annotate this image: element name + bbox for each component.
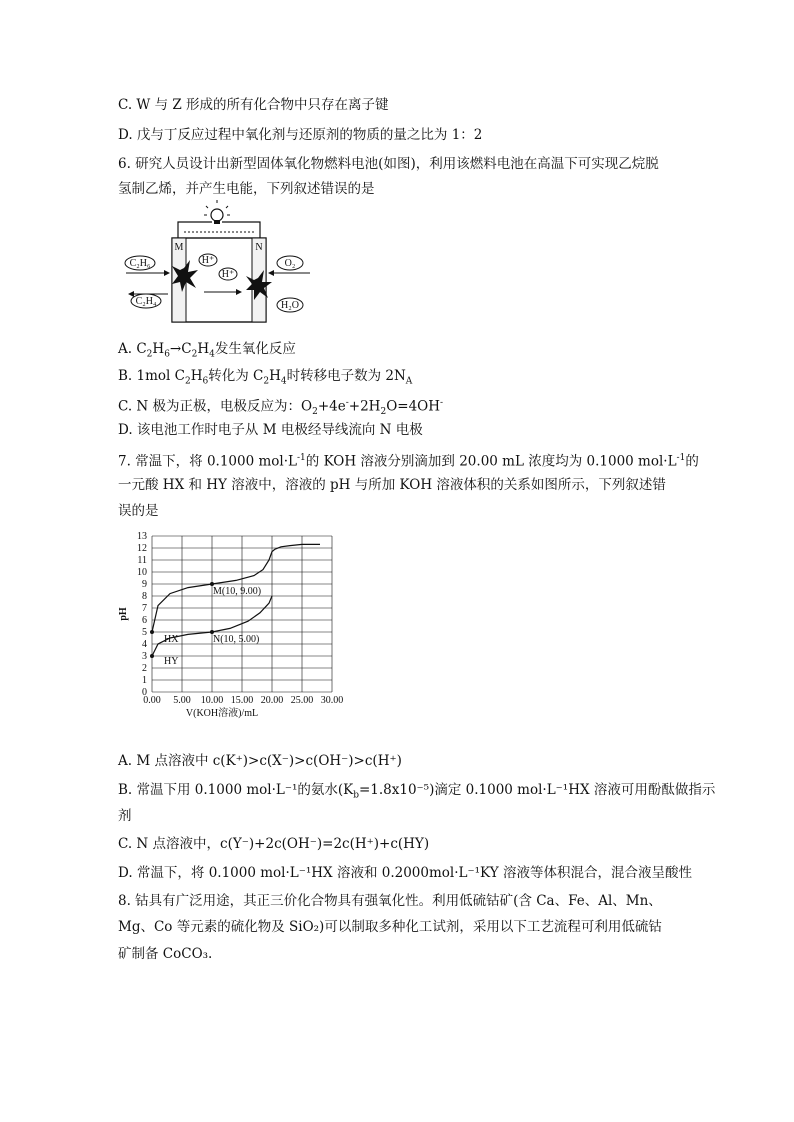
series-label-hy: HY	[164, 656, 179, 667]
y-tick-label: 8	[142, 591, 147, 602]
q7-stem-line3: 误的是	[118, 503, 159, 519]
q8-stem-line1: 8. 钴具有广泛用途，其正三价化合物具有强氧化性。利用低硫钴矿(含 Ca、Fe、Al、Mn、	[118, 893, 662, 909]
y-tick-label: 1	[142, 675, 147, 686]
q7-option-d: D. 常温下，将 0.1000 mol·L⁻¹HX 溶液和 0.2000mol·L⁻¹KY 溶液等体积混合，混合液呈酸性	[118, 865, 692, 881]
c2h6-label: C₂H₆	[129, 258, 151, 269]
q7-option-c: C. N 点溶液中，c(Y⁻)+2c(OH⁻)=2c(H⁺)+c(HY)	[118, 836, 430, 852]
q6-option-a: A. $C_2H_6\to C_2H_4$发生氧化反应	[118, 341, 296, 360]
y-tick-label: 12	[137, 543, 147, 554]
h2o-label: H₂O	[281, 300, 299, 311]
ph-titration-chart	[118, 528, 358, 724]
q6-stem-line2: 氢制乙烯，并产生电能，下列叙述错误的是	[118, 181, 375, 197]
q7-option-b-line2: 剂	[118, 808, 132, 824]
y-tick-label: 13	[137, 531, 147, 542]
y-tick-label: 9	[142, 579, 147, 590]
c2h6-inlet	[125, 256, 170, 276]
arrow-right-icon	[236, 289, 242, 295]
y-tick-label: 3	[142, 651, 147, 662]
q7-option-b-line1: B. 常温下用 0.1000 mol·L⁻¹的氨水$(K_b=1.8x10^{-5})$滴定 0.1000 mol·L⁻¹HX 溶液可用酚酞做指示	[118, 782, 716, 801]
q8-stem-line2: Mg、Co 等元素的硫化物及 SiO₂)可以制取多种化工试剂，采用以下工艺流程可利用低硫钴	[118, 919, 662, 935]
point-label: M(10, 9.00)	[213, 586, 262, 597]
option-c-prev: C. W 与 Z 形成的所有化合物中只存在离子键	[118, 97, 389, 113]
x-tick-label: 5.00	[173, 695, 191, 706]
q7-stem-line2: 一元酸 HX 和 HY 溶液中，溶液的 pH 与所加 KOH 溶液体积的关系如图所示，下列叙述错	[118, 477, 666, 493]
ion-label-top: H⁺	[201, 255, 215, 266]
ion-label-bottom: H⁺	[221, 269, 235, 280]
y-tick-label: 4	[142, 639, 147, 650]
electrode-m-label: M	[174, 242, 184, 253]
fuel-cell-diagram	[124, 200, 314, 330]
q7-stem-line1: 7. 常温下，将 0.1000 $mol\cdot L^{-1}$的 KOH 溶液分别滴加到 20.00 mL 浓度均为 0.1000 $mol\cdot L^{-1}$的	[118, 453, 699, 470]
q6-stem-line1: 6. 研究人员设计出新型固体氧化物燃料电池(如图)，利用该燃料电池在高温下可实现乙烷脱	[118, 156, 659, 172]
q6-option-b: B. 1mol $C_2H_6$转化为 $C_2H_4$时转移电子数为 $2N_A$	[118, 368, 413, 387]
o2-inlet	[268, 256, 310, 276]
x-tick-label: 15.00	[230, 695, 254, 706]
series-start-point	[150, 654, 154, 658]
x-tick-label: 20.00	[260, 695, 284, 706]
o2-label: O₂	[284, 258, 296, 269]
option-d-prev: D. 戊与丁反应过程中氧化剂与还原剂的物质的量之比为 1：2	[118, 127, 483, 143]
series-start-point	[150, 630, 154, 634]
y-tick-label: 5	[142, 627, 147, 638]
h2o-outlet	[277, 298, 303, 312]
electrode-n-label: N	[255, 242, 263, 253]
c2h4-label: C₂H₄	[135, 296, 157, 307]
y-tick-label: 7	[142, 603, 147, 614]
light-bulb-icon	[204, 200, 230, 224]
y-tick-label: 0	[142, 687, 147, 698]
y-tick-label: 2	[142, 663, 147, 674]
q8-stem-line3: 矿制备 CoCO₃.	[118, 946, 213, 962]
x-axis-label: V(KOH溶液)/mL	[185, 708, 259, 719]
q7-option-a: A. M 点溶液中 c(K⁺)>c(X⁻)>c(OH⁻)>c(H⁺)	[118, 753, 402, 769]
y-tick-label: 11	[137, 555, 147, 566]
q6-option-d: D. 该电池工作时电子从 M 电极经导线流向 N 电极	[118, 422, 423, 438]
x-tick-label: 25.00	[290, 695, 314, 706]
y-tick-label: 10	[137, 567, 147, 578]
x-tick-label: 30.00	[320, 695, 344, 706]
x-tick-label: 0.00	[143, 695, 161, 706]
x-tick-label: 10.00	[200, 695, 224, 706]
series-label-hx: HX	[164, 634, 179, 645]
y-axis-label: pH	[118, 607, 129, 621]
y-tick-label: 6	[142, 615, 147, 626]
c2h4-outlet	[128, 291, 168, 308]
point-label: N(10, 5.00)	[213, 634, 260, 645]
q6-option-c: C. N 极为正极，电极反应为：$O_2+4e^-+2H_2O=4OH^-$	[118, 398, 444, 418]
